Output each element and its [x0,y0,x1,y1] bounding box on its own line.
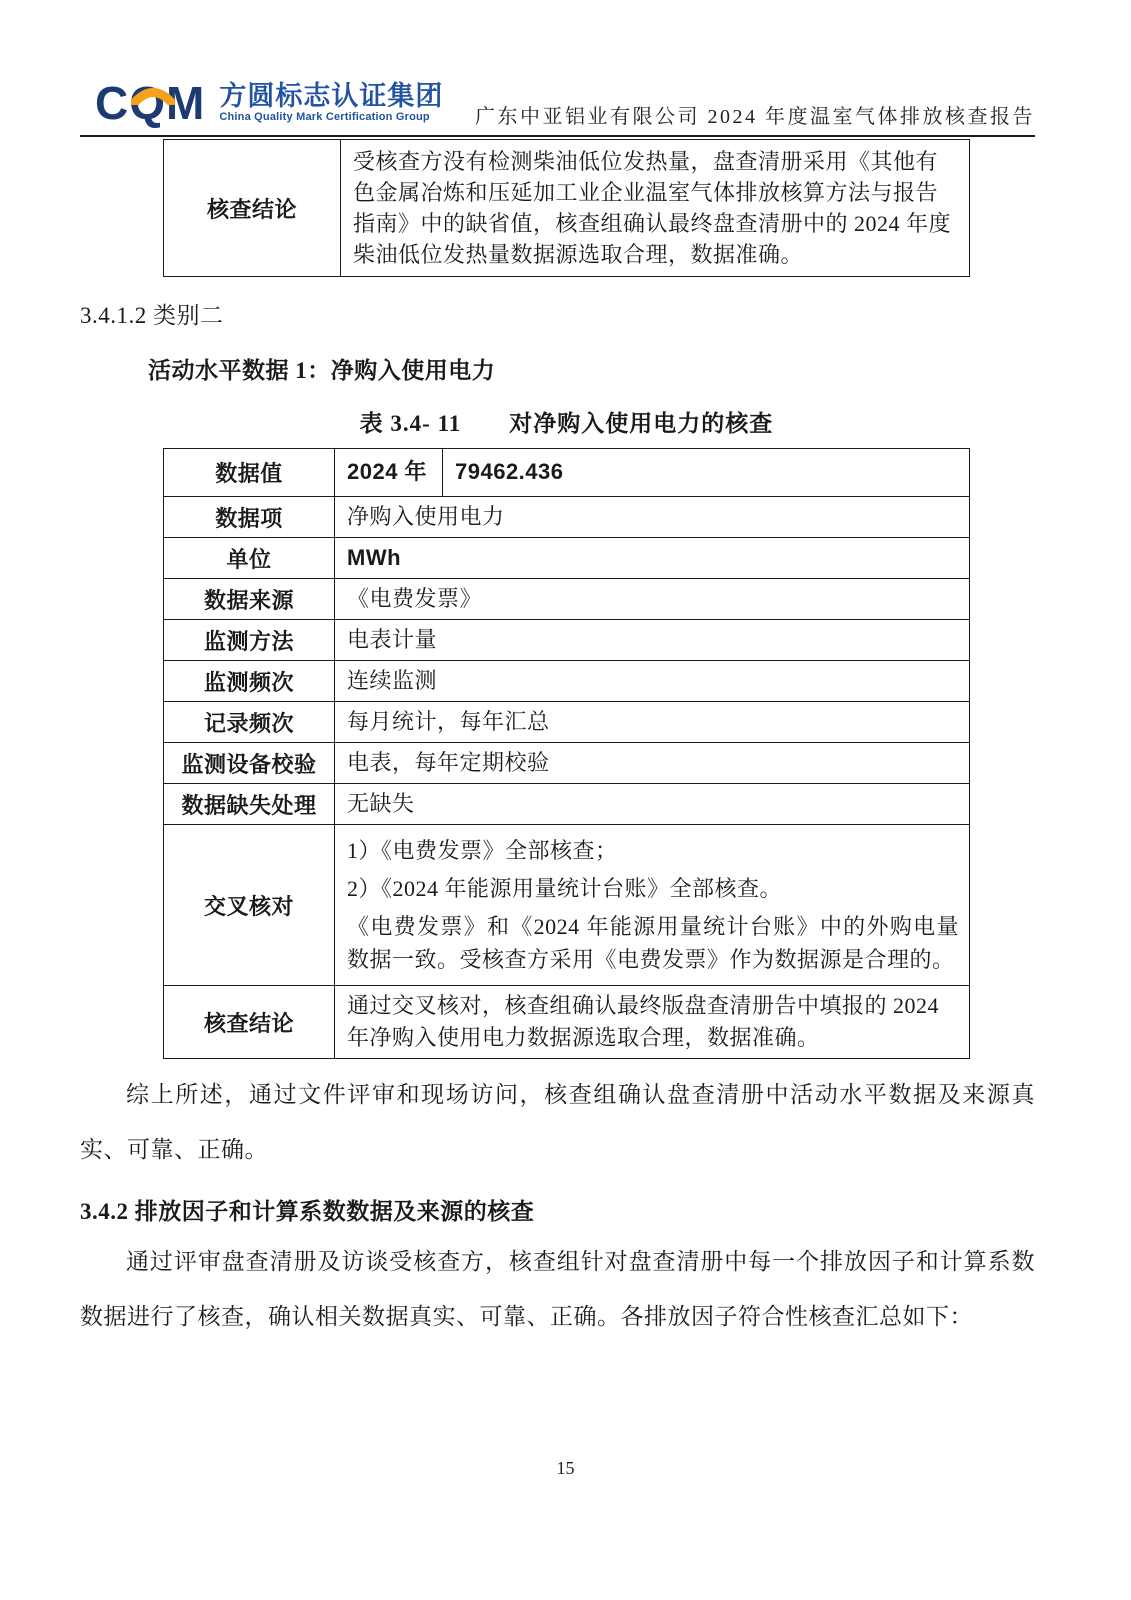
row-label: 数据值 [164,449,335,497]
summary-paragraph: 综上所述，通过文件评审和现场访问，核查组确认盘查清册中活动水平数据及来源真实、可靠、正确。 [80,1082,1035,1162]
table-row-record-freq [164,702,970,743]
table-row-data-value [164,449,970,497]
row-label: 监测方法 [164,620,335,661]
logo-english-name: China Quality Mark Certification Group [219,111,430,123]
row-label: 监测设备校验 [164,743,335,784]
data-value: 79462.436 [443,449,970,497]
row-label: 记录频次 [164,702,335,743]
table-caption: 表 3.4- 11 对净购入使用电力的核查 [359,411,774,436]
section-342-paragraph: 通过评审盘查清册及访谈受核查方，核查组针对盘查清册中每一个排放因子和计算系数数据进行了核查，确认相关数据真实、可靠、正确。各排放因子符合性核查汇总如下： [80,1249,1035,1329]
section-heading-3412: 3.4.1.2 类别二 [80,303,224,328]
conclusion-value: 通过交叉核对，核查组确认最终版盘查清册告中填报的 2024 年净购入使用电力数据源选取合理，数据准确。 [335,986,970,1059]
monitor-method-value: 电表计量 [335,620,970,661]
section-heading-342: 3.4.2 排放因子和计算系数数据及来源的核查 [80,1199,535,1224]
row-label: 数据缺失处理 [164,784,335,825]
data-item-value: 净购入使用电力 [335,497,970,538]
table-row-missing-data [164,784,970,825]
table-row-monitor-freq [164,661,970,702]
report-title: 广东中亚铝业有限公司 2024 年度温室气体排放核查报告 [475,106,1035,128]
table-row-device-calibration [164,743,970,784]
table-row-monitor-method [164,620,970,661]
table-row-data-source [164,579,970,620]
missing-data-value: 无缺失 [335,784,970,825]
conclusion-text: 受核查方没有检测柴油低位发热量，盘查清册采用《其他有色金属冶炼和压延加工业企业温室气体排放核算方法与报告指南》中的缺省值，核查组确认最终盘查清册中的 2024 年度柴油低位发热量数据源选取合理，数据准确。 [341,140,970,277]
table-row-conclusion [164,986,970,1059]
carryover-table [163,139,970,277]
cross-check-line: 2）《2024 年能源用量统计台账》全部核查。 [347,876,783,901]
cqm-acronym-text: CQM [95,77,206,129]
page-content [80,139,1035,1344]
row-label: 数据来源 [164,579,335,620]
page-header [80,0,1035,137]
row-label: 核查结论 [164,986,335,1059]
data-source-value: 《电费发票》 [335,579,970,620]
page-number: 15 [556,1458,575,1478]
cross-check-value [335,825,970,986]
logo-chinese-name: 方圆标志认证集团 [219,81,444,111]
activity-data-subheading: 活动水平数据 1：净购入使用电力 [148,358,496,383]
table-row [164,140,970,277]
cqm-logo [95,77,444,135]
table-row-cross-check [164,825,970,986]
cross-check-line: 1）《电费发票》全部核查； [347,838,618,863]
unit-value: MWh [335,538,970,579]
logo-arc-icon [131,67,175,111]
row-label: 监测频次 [164,661,335,702]
row-label: 核查结论 [164,140,341,277]
monitor-freq-value: 连续监测 [335,661,970,702]
table-row-data-item [164,497,970,538]
row-label: 交叉核对 [164,825,335,986]
record-freq-value: 每月统计，每年汇总 [335,702,970,743]
cross-check-line: 《电费发票》和《2024 年能源用量统计台账》中的外购电量数据一致。受核查方采用《电费发票》作为数据源是合理的。 [347,914,959,972]
row-label: 数据项 [164,497,335,538]
row-label: 单位 [164,538,335,579]
logo-names [219,82,443,125]
activity-data-table [163,448,970,1059]
table-row-unit [164,538,970,579]
data-year: 2024 年 [335,449,443,497]
cqm-acronym [95,77,206,129]
device-calibration-value: 电表，每年定期校验 [335,743,970,784]
